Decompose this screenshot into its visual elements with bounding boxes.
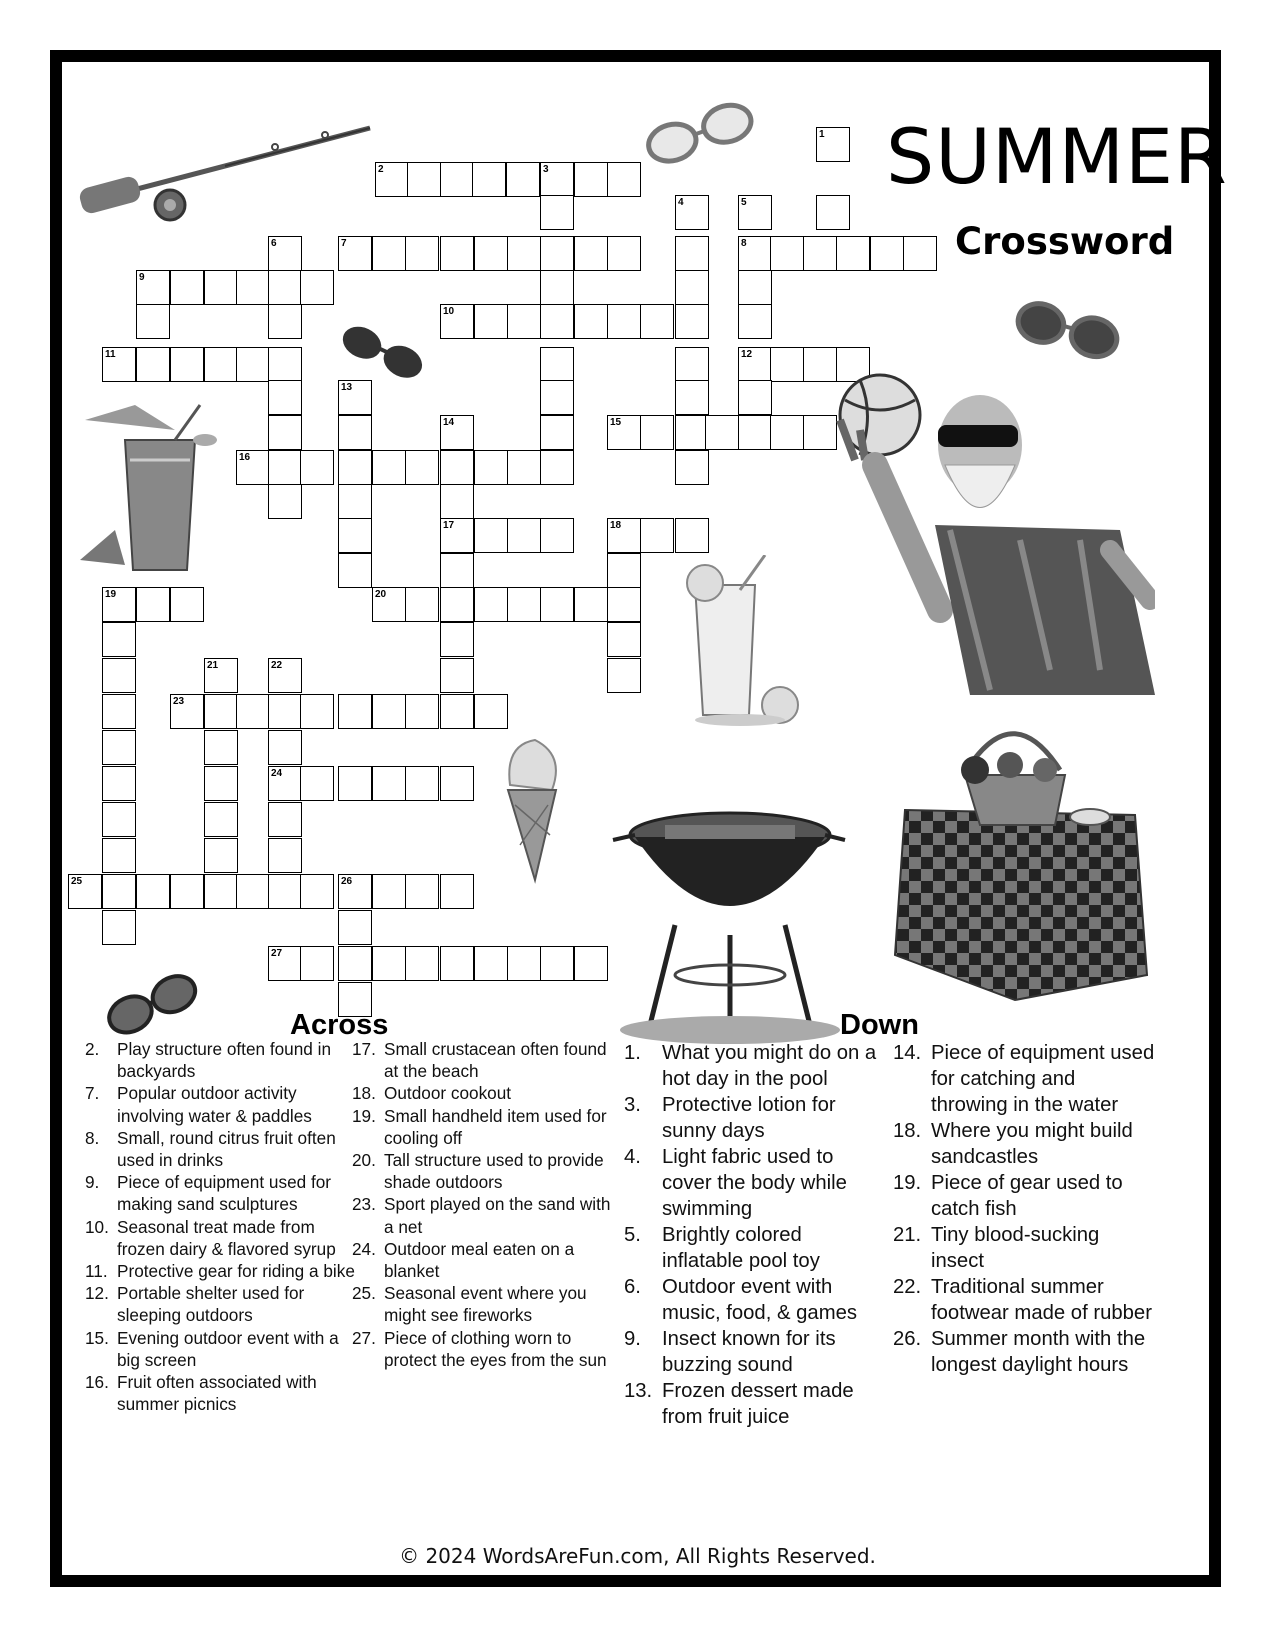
crossword-cell[interactable] [506,162,540,197]
clue-item [624,1274,886,1326]
clue-text: Piece of equipment used for catching and throwing in the water [931,1042,1155,1116]
clue-item [893,1118,1155,1170]
clue-item [624,1222,886,1274]
crossword-cell[interactable] [675,518,709,553]
crossword-cell[interactable] [102,694,136,729]
crossword-cell[interactable] [540,270,574,305]
clue-number: 15. [85,1327,109,1348]
clue-text: Small crustacean often found at the beach [384,1039,607,1082]
clue-number: 1. [624,1042,641,1064]
crossword-cell[interactable] [338,518,372,553]
clue-number: 8. [85,1127,100,1148]
crossword-cell[interactable] [170,347,204,382]
clue-number: 10 [443,306,455,317]
clue-item [893,1274,1155,1326]
clue-item [85,1282,355,1326]
clue-item [85,1127,355,1171]
clue-item [352,1149,612,1193]
clue-number: 16 [239,452,251,463]
sunglasses-illustration [100,965,200,1040]
crossword-cell[interactable] [474,304,508,339]
crossword-cell[interactable] [268,450,302,485]
clue-text: Tall structure used to provide shade outdoors [384,1150,604,1193]
crossword-cell[interactable] [440,236,474,271]
clue-number: 23 [173,696,185,707]
crossword-cell[interactable] [607,162,641,197]
crossword-cell[interactable] [540,518,574,553]
clue-text: Outdoor meal eaten on a blanket [384,1238,575,1282]
down-heading: Down [840,1009,919,1041]
sunglasses-illustration [335,320,430,385]
crossword-cell[interactable] [705,415,739,450]
crossword-cell[interactable] [268,347,302,382]
crossword-cell[interactable] [170,587,204,622]
clue-number: 2 [378,164,384,175]
clue-number: 10. [85,1216,109,1237]
clue-text: Popular outdoor activity involving water & paddles [117,1083,312,1126]
clue-item [352,1038,612,1082]
clue-item [85,1216,355,1260]
clue-number: 4. [624,1146,641,1168]
clue-text: Evening outdoor event with a big screen [117,1327,339,1370]
clue-number: 21 [207,660,219,671]
crossword-cell[interactable] [474,450,508,485]
clue-text: Protective lotion for sunny days [662,1094,836,1142]
clue-number: 1 [819,129,825,140]
crossword-cell[interactable] [640,518,674,553]
crossword-cell[interactable] [870,236,904,271]
bbq-grill-illustration [605,785,855,1045]
crossword-cell[interactable] [372,766,406,801]
puzzle-subtitle: Crossword [955,220,1175,263]
crossword-cell[interactable] [102,730,136,765]
crossword-cell[interactable] [268,694,302,729]
clue-number: 12. [85,1283,109,1304]
crossword-cell[interactable] [738,270,772,305]
crossword-cell[interactable] [268,380,302,415]
crossword-cell[interactable] [675,270,709,305]
copyright-footer: © 2024 WordsAreFun.com, All Rights Reserved. [399,1544,876,1568]
crossword-cell[interactable] [268,838,302,873]
clue-text: Piece of equipment used for making sand sculptures [117,1172,332,1215]
crossword-cell[interactable] [675,380,709,415]
clue-text: Traditional summer footwear made of rubber [931,1276,1152,1324]
picnic-table-illustration [885,725,1155,1005]
crossword-cell[interactable] [338,694,372,729]
clue-number: 27. [352,1327,376,1348]
crossword-cell[interactable] [440,658,474,693]
crossword-cell[interactable] [405,946,439,981]
down-clues-column-2 [893,1040,1155,1378]
clue-number: 17 [443,520,455,531]
crossword-cell[interactable] [607,304,641,339]
clue-text: Where you might build sandcastles [931,1120,1133,1168]
clue-item [352,1327,612,1371]
crossword-cell[interactable] [300,766,334,801]
clue-number: 18 [610,520,622,531]
crossword-cell[interactable] [372,694,406,729]
clue-item [893,1326,1155,1378]
crossword-cell[interactable] [405,587,439,622]
clue-number: 11. [85,1261,108,1282]
crossword-cell[interactable] [474,946,508,981]
crossword-cell[interactable] [204,694,238,729]
clue-number: 8 [741,238,747,249]
crossword-cell[interactable] [407,162,441,197]
across-heading: Across [290,1009,389,1041]
crossword-cell[interactable] [540,450,574,485]
crossword-cell[interactable] [300,270,334,305]
crossword-cell[interactable] [440,766,474,801]
crossword-cell[interactable] [770,347,804,382]
clue-text: What you might do on a hot day in the pool [662,1042,877,1090]
crossword-cell[interactable] [472,162,506,197]
clue-text: Frozen dessert made from fruit juice [662,1380,854,1428]
clue-number: 7. [85,1083,100,1104]
smoothie-glass-illustration [75,400,225,580]
down-clues-column-1 [624,1040,886,1430]
crossword-cell[interactable] [474,694,508,729]
clue-number: 24. [352,1238,376,1259]
clue-number: 26 [341,876,353,887]
across-clues-column-1 [85,1038,355,1415]
clue-number: 21. [893,1224,922,1246]
clue-number: 5 [741,197,747,208]
clue-number: 11 [105,349,116,360]
puzzle-title: SUMMER [886,112,1228,201]
clue-text: Summer month with the longest daylight hours [931,1328,1146,1376]
clue-item [624,1092,886,1144]
across-clues-column-2 [352,1038,612,1371]
crossword-cell[interactable] [507,450,541,485]
crossword-cell[interactable] [474,587,508,622]
crossword-cell[interactable] [338,946,372,981]
crossword-cell[interactable] [440,484,474,519]
crossword-cell[interactable] [440,553,474,588]
crossword-cell[interactable] [204,270,238,305]
sunglasses-illustration [1010,295,1125,365]
clue-item [893,1040,1155,1118]
clue-item [352,1282,612,1326]
crossword-cell[interactable] [440,694,474,729]
crossword-cell[interactable] [300,946,334,981]
crossword-cell[interactable] [903,236,937,271]
crossword-cell[interactable] [675,415,709,450]
clue-number: 3. [624,1094,641,1116]
crossword-cell[interactable] [268,304,302,339]
crossword-cell[interactable] [607,587,641,622]
crossword-cell[interactable] [816,195,850,230]
crossword-cell[interactable] [102,622,136,657]
crossword-cell[interactable] [574,304,608,339]
crossword-cell[interactable] [204,347,238,382]
crossword-cell[interactable] [268,874,302,909]
crossword-cell[interactable] [540,304,574,339]
crossword-cell[interactable] [507,518,541,553]
clue-item [893,1222,1155,1274]
crossword-cell[interactable] [102,802,136,837]
crossword-cell[interactable] [268,802,302,837]
crossword-cell[interactable] [440,622,474,657]
crossword-cell[interactable] [836,236,870,271]
clue-item [352,1082,612,1104]
crossword-cell[interactable] [540,587,574,622]
crossword-cell[interactable] [236,270,270,305]
clue-item [352,1193,612,1237]
crossword-cell[interactable] [300,874,334,909]
clue-number: 23. [352,1194,376,1215]
clue-text: Outdoor cookout [384,1083,512,1104]
crossword-cell[interactable] [268,730,302,765]
crossword-cell[interactable] [607,236,641,271]
clue-number: 20 [375,589,387,600]
crossword-cell[interactable] [204,838,238,873]
crossword-cell[interactable] [102,766,136,801]
clue-item [624,1040,886,1092]
clue-number: 15 [610,417,622,428]
clue-number: 6. [624,1276,641,1298]
crossword-cell[interactable] [268,484,302,519]
crossword-cell[interactable] [540,236,574,271]
clue-item [85,1371,355,1415]
clue-text: Piece of clothing worn to protect the eyes from the sun [384,1327,607,1370]
clue-number: 25 [71,876,83,887]
crossword-cell[interactable] [607,553,641,588]
clue-item [352,1238,612,1282]
clue-number: 27 [271,948,283,959]
clue-text: Insect known for its buzzing sound [662,1328,836,1376]
crossword-cell[interactable] [540,347,574,382]
crossword-cell[interactable] [268,270,302,305]
crossword-cell[interactable] [405,236,439,271]
clue-number: 18. [352,1083,376,1104]
crossword-cell[interactable] [136,304,170,339]
crossword-cell[interactable] [574,587,608,622]
crossword-cell[interactable] [440,162,474,197]
crossword-cell[interactable] [204,730,238,765]
clue-number: 7 [341,238,347,249]
crossword-cell[interactable] [405,766,439,801]
crossword-cell[interactable] [507,587,541,622]
clue-number: 4 [678,197,684,208]
crossword-cell[interactable] [770,236,804,271]
clue-text: Piece of gear used to catch fish [931,1172,1123,1220]
clue-text: Portable shelter used for sleeping outdoors [117,1283,305,1326]
crossword-cell[interactable] [204,874,238,909]
crossword-cell[interactable] [405,694,439,729]
clue-item [893,1170,1155,1222]
crossword-cell[interactable] [102,658,136,693]
crossword-cell[interactable] [738,380,772,415]
crossword-cell[interactable] [507,946,541,981]
crossword-cell[interactable] [405,450,439,485]
clue-text: Sport played on the sand with a net [384,1194,611,1237]
crossword-cell[interactable] [102,910,136,945]
crossword-cell[interactable] [204,766,238,801]
crossword-cell[interactable] [102,838,136,873]
clue-number: 22 [271,660,283,671]
clue-item [85,1082,355,1126]
crossword-cell[interactable] [574,946,608,981]
clue-number: 9 [139,272,145,283]
crossword-cell[interactable] [574,162,608,197]
crossword-cell[interactable] [474,236,508,271]
crossword-cell[interactable] [338,553,372,588]
crossword-cell[interactable] [507,236,541,271]
crossword-cell[interactable] [236,694,270,729]
crossword-cell[interactable] [675,450,709,485]
crossword-cell[interactable] [507,304,541,339]
crossword-cell[interactable] [440,587,474,622]
clue-number: 22. [893,1276,922,1298]
crossword-cell[interactable] [540,415,574,450]
clue-number: 19. [893,1172,922,1194]
clue-text: Protective gear for riding a bike [117,1261,355,1282]
crossword-cell[interactable] [474,518,508,553]
clue-text: Seasonal event where you might see fireworks [384,1283,587,1326]
clue-number: 25. [352,1283,376,1304]
crossword-cell[interactable] [803,236,837,271]
clue-item [85,1038,355,1082]
clue-text: Tiny blood-sucking insect [931,1224,1100,1272]
sunglasses-illustration [640,95,760,165]
crossword-cell[interactable] [405,874,439,909]
crossword-cell[interactable] [540,946,574,981]
crossword-cell[interactable] [136,347,170,382]
crossword-cell[interactable] [170,270,204,305]
clue-text: Small handheld item used for cooling off [384,1105,607,1148]
clue-number: 9. [85,1172,100,1193]
clue-text: Seasonal treat made from frozen dairy & flavored syrup [117,1216,336,1259]
crossword-cell[interactable] [236,347,270,382]
crossword-cell[interactable] [372,236,406,271]
clue-text: Small, round citrus fruit often used in drinks [117,1127,336,1171]
clue-number: 18. [893,1120,922,1142]
clue-number: 3 [543,164,549,175]
clue-number: 5. [624,1224,641,1246]
clue-number: 20. [352,1150,376,1171]
crossword-cell[interactable] [372,946,406,981]
crossword-cell[interactable] [675,347,709,382]
crossword-cell[interactable] [136,587,170,622]
lemonade-glass-illustration [665,555,815,730]
crossword-cell[interactable] [102,874,136,909]
crossword-cell[interactable] [440,874,474,909]
ice-cream-cone-illustration [490,735,575,885]
clue-number: 16. [85,1372,109,1393]
crossword-cell[interactable] [372,450,406,485]
crossword-cell[interactable] [338,484,372,519]
crossword-cell[interactable] [136,874,170,909]
crossword-cell[interactable] [675,304,709,339]
crossword-cell[interactable] [540,195,574,230]
clue-number: 17. [352,1039,376,1059]
clue-number: 14. [893,1042,922,1064]
clue-text: Fruit often associated with summer picnics [117,1372,317,1415]
clue-number: 19 [105,589,117,600]
clue-number: 24 [271,768,283,779]
crossword-cell[interactable] [574,236,608,271]
crossword-cell[interactable] [640,415,674,450]
crossword-cell[interactable] [204,802,238,837]
clue-number: 14 [443,417,455,428]
crossword-cell[interactable] [338,450,372,485]
crossword-cell[interactable] [770,415,804,450]
crossword-cell[interactable] [338,766,372,801]
man-with-volleyball-illustration [820,370,1155,695]
crossword-cell[interactable] [372,874,406,909]
clue-number: 13. [624,1380,653,1402]
crossword-cell[interactable] [236,874,270,909]
clue-item [624,1378,886,1430]
crossword-cell[interactable] [440,450,474,485]
crossword-cell[interactable] [300,450,334,485]
clue-text: Light fabric used to cover the body while swimming [662,1146,847,1220]
crossword-cell[interactable] [640,304,674,339]
crossword-cell[interactable] [607,622,641,657]
crossword-cell[interactable] [540,380,574,415]
clue-item [85,1171,355,1215]
clue-text: Brightly colored inflatable pool toy [662,1224,820,1272]
crossword-cell[interactable] [440,946,474,981]
crossword-cell[interactable] [738,304,772,339]
clue-number: 19. [352,1105,376,1126]
clue-number: 6 [271,238,277,249]
crossword-cell[interactable] [300,694,334,729]
fishing-rod-illustration [75,120,375,240]
clue-number: 12 [741,349,753,360]
crossword-cell[interactable] [338,415,372,450]
crossword-cell[interactable] [170,874,204,909]
clue-item [624,1326,886,1378]
clue-item [352,1105,612,1149]
clue-number: 26. [893,1328,922,1350]
clue-item [624,1144,886,1222]
clue-number: 13 [341,382,353,393]
crossword-cell[interactable] [338,910,372,945]
clue-item [85,1327,355,1371]
crossword-cell[interactable] [738,415,772,450]
crossword-cell[interactable] [268,415,302,450]
clue-number: 9. [624,1328,641,1350]
clue-text: Outdoor event with music, food, & games [662,1276,858,1324]
clue-text: Play structure often found in backyards [117,1039,332,1082]
crossword-cell[interactable] [607,658,641,693]
crossword-cell[interactable] [675,236,709,271]
clue-number: 2. [85,1039,100,1059]
clue-item [85,1260,355,1282]
